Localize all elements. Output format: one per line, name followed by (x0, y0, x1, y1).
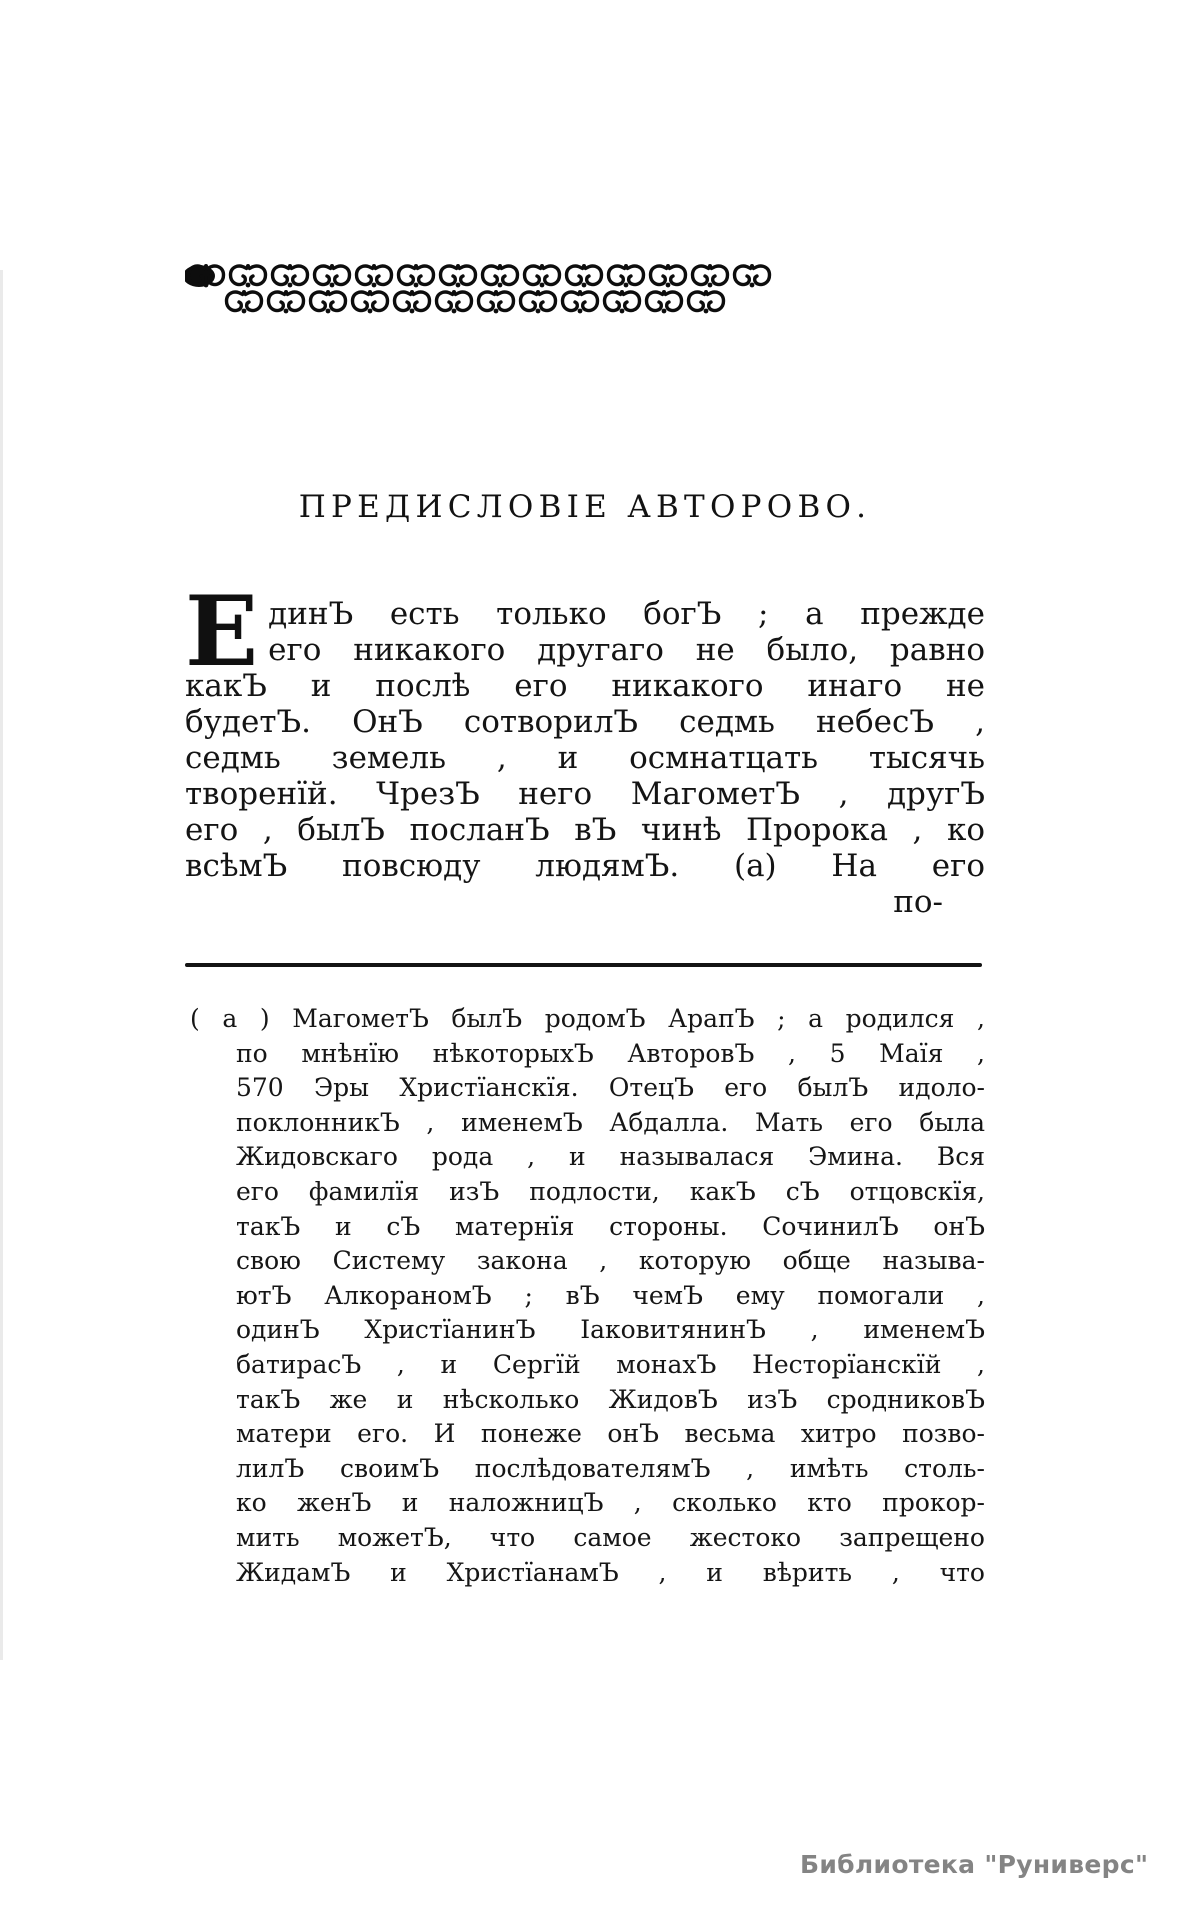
footnote-line: по мнѣнїю нѣкоторыхЪ АвторовЪ , 5 Маїя , (236, 1038, 985, 1068)
page-title: ПРЕДИСЛОВІЕ АВТОРОВО. (298, 489, 872, 525)
footnote-line: батирасЪ , и Сергїй монахЪ Несторїанскїй , (236, 1349, 985, 1379)
text-line: какЪ и послѣ его никакого инаго не (185, 668, 985, 704)
footnote-line: одинЪ ХристїанинЪ ІаковитянинЪ , именемЪ (236, 1315, 985, 1345)
footnote-line: ЖидамЪ и ХристїанамЪ , и вѣрить , что (236, 1557, 985, 1587)
footnote-line: ( а ) МагометЪ былЪ родомЪ АрапЪ ; а родился , (190, 1004, 985, 1033)
footnote-line: мить можетЪ, что самое жестоко запрещено (236, 1522, 985, 1552)
text-line: всѣмЪ повсюду людямЪ. (а) На его (185, 848, 985, 884)
footnote-line: ко женЪ и наложницЪ , сколько кто прокор- (236, 1488, 985, 1518)
footnote-line: такЪ и сЪ матернїя стороны. СочинилЪ онЪ (236, 1211, 985, 1241)
footnote-line: его фамилїя изЪ подлости, какЪ сЪ отцовскїя, (236, 1176, 985, 1206)
footnote-line: Жидовскаго рода , и называлася Эмина. Вся (236, 1142, 985, 1172)
text-line: будетЪ. ОнЪ сотворилЪ седмь небесЪ , (185, 704, 985, 740)
footnote-line: 570 Эры Христїанскїя. ОтецЪ его былЪ идоло- (236, 1073, 985, 1103)
text-line: динЪ есть только богЪ ; а прежде (268, 596, 985, 632)
footnote-line: ютЪ АлкораномЪ ; вЪ чемЪ ему помогали , (236, 1280, 985, 1310)
scan-edge-artifact (0, 270, 3, 1660)
text-line: творенїй. ЧрезЪ него МагометЪ , другЪ (185, 776, 985, 812)
text-line: его , былЪ посланЪ вЪ чинѣ Пророка , ко (185, 812, 985, 848)
footnote-line: лилЪ своимЪ послѣдователямЪ , имѣть столь- (236, 1453, 985, 1483)
ornament-band (185, 262, 773, 315)
footnote-block (190, 1002, 985, 1590)
footnote-separator-rule (185, 963, 982, 967)
footnote-line: поклонникЪ , именемЪ Абдалла. Мать его была (236, 1107, 985, 1137)
fleuron-row-icon (185, 262, 773, 289)
library-watermark: Библиотека "Руниверс" (800, 1850, 1149, 1879)
text-line: седмь земель , и осмнатцать тысячь (185, 740, 985, 776)
footnote-line: свою Систему закона , которую обще называ- (236, 1246, 985, 1276)
footnote-line: такЪ же и нѣсколько ЖидовЪ изЪ сродниковЪ (236, 1384, 985, 1414)
drop-cap: Е (185, 575, 259, 688)
text-line: его никакого другаго не было, равно (268, 632, 985, 668)
main-paragraph (185, 575, 985, 920)
fleuron-row-icon (223, 288, 727, 315)
footnote-line: матери его. И понеже онЪ весьма хитро позво- (236, 1419, 985, 1449)
catchword: по- (893, 884, 943, 920)
